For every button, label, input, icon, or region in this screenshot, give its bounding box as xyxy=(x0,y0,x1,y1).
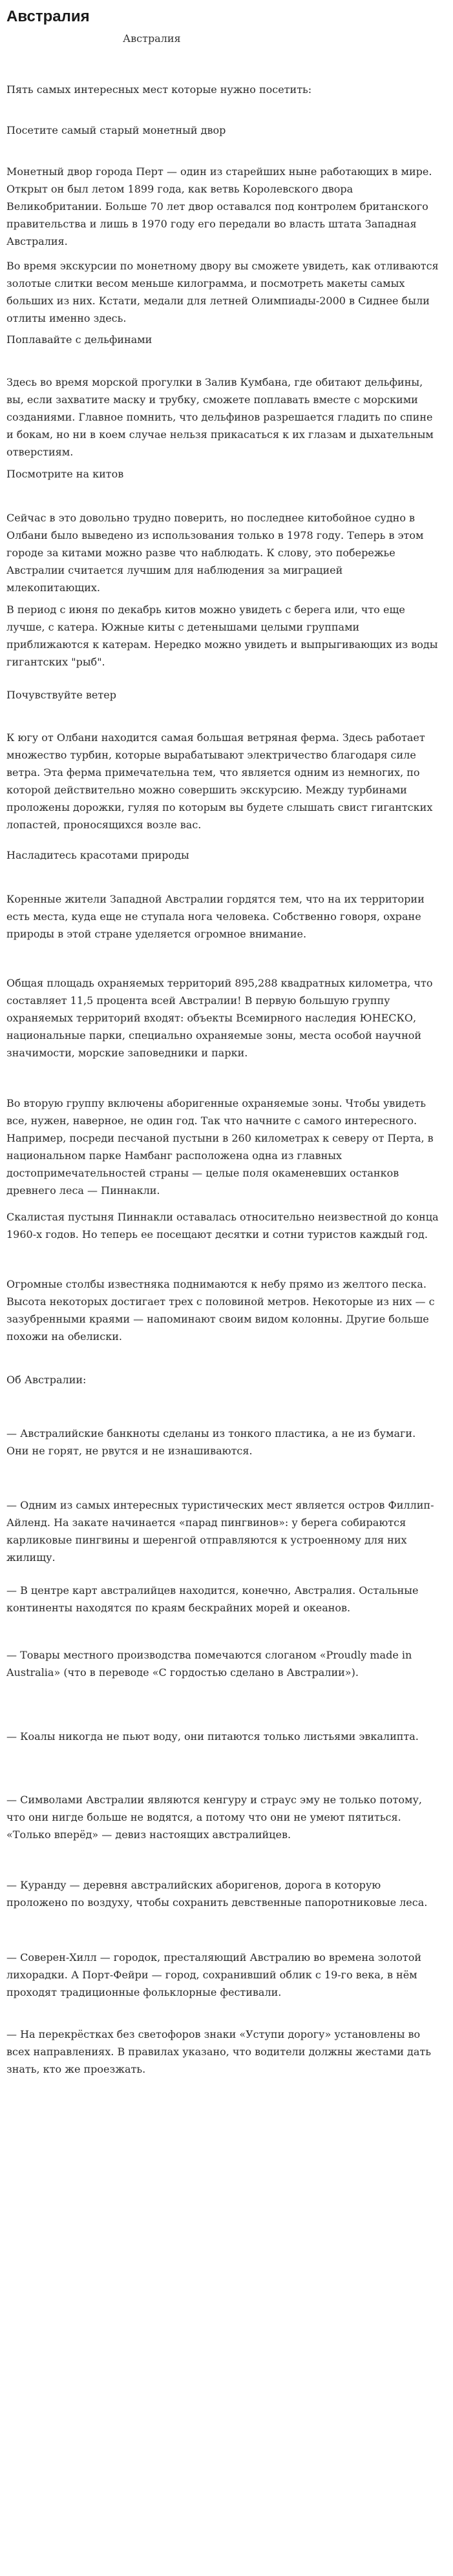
paragraph-mint-tour: Во время экскурсии по монетному двору вы сможете увидеть, как отливаются золотые слитки весом меньше килограмма, и посмотреть макеты самых больших из них. Кстати, медали для летней Олимпиады-2000 в Сиднее были отлиты именно здесь. xyxy=(6,260,439,324)
section-heading-whales: Посмотрите на китов xyxy=(6,468,124,480)
fact-banknotes: — Австралийские банкноты сделаны из тонкого пластика, а не из бумаги. Они не горят, не рвутся и не изнашиваются. xyxy=(6,1427,416,1457)
fact-proudly-made: — Товары местного производства помечаются слоганом «Proudly made in Australia» (что в переводе «С гордостью сделано в Австралии»). xyxy=(6,1649,412,1679)
paragraph-dolphins: Здесь во время морской прогулки в Залив Кумбана, где обитают дельфины, вы, если захватите маску и трубку, сможете поплавать вместе с морскими созданиями. Главное помнить, что дельфинов разрешается гладить по спине и бокам, но ни в коем случае нельзя прикасаться к их глазам и дыхательным отверстиям. xyxy=(6,376,434,458)
article-subtitle: Австралия xyxy=(123,32,181,45)
paragraph-wind-farm: К югу от Олбани находится самая большая ветряная ферма. Здесь работает множество турбин, которые вырабатывают электричество благодаря силе ветра. Эта ферма примечательна тем, что является одним из немногих, по которой действительно можно совершить экскурсию. Между турбинами проложены дорожки, гуляя по которым вы будете слышать свист гигантских лопастей, проносящихся возле вас. xyxy=(6,731,433,831)
fact-maps: — В центре карт австралийцев находится, конечно, Австралия. Остальные континенты находятся по краям бескрайних морей и океанов. xyxy=(6,1584,419,1614)
paragraph-limestone-pillars: Огромные столбы известняка поднимаются к небу прямо из желтого песка. Высота некоторых достигает трех с половиной метров. Некоторые из них — с зазубренными краями — напоминают своим видом колонны. Другие больше похожи на обелиски. xyxy=(6,1278,435,1343)
fact-symbols: — Символами Австралии являются кенгуру и страус эму не только потому, что они нигде больше не водятся, а потому что они не умеют пятиться. «Только вперёд» — девиз настоящих австралийцев. xyxy=(6,1794,422,1841)
fact-sovereign-hill: — Соверен-Хилл — городок, престаляющий Австралию во времена золотой лихорадки. А Порт-Фейри — город, сохранивший облик с 19-го века, в нём проходят традиционные фольклорные фестивали. xyxy=(6,1951,422,1998)
paragraph-aboriginal-zones: Во вторую группу включены аборигенные охраняемые зоны. Чтобы увидеть все, нужен, наверное, не один год. Так что начните с самого интересного. Например, посреди песчаной пустыни в 260 километрах к северу от Перта, в национальном парке Намбанг расположена одна из главных достопримечательностей страны — целые поля окаменевших останков древнего леса — Пиннакли. xyxy=(6,1097,434,1197)
section-heading-mint: Посетите самый старый монетный двор xyxy=(6,124,226,136)
paragraph-pinnacles-desert: Скалистая пустыня Пиннакли оставалась относительно неизвестной до конца 1960-х годов. Но теперь ее посещают десятки и сотни туристов каждый год. xyxy=(6,1211,439,1241)
fact-koalas: — Коалы никогда не пьют воду, они питаются только листьями эвкалипта. xyxy=(6,1730,419,1743)
section-heading-dolphins: Поплавайте с дельфинами xyxy=(6,333,153,346)
section-heading-wind: Почувствуйте ветер xyxy=(6,689,116,701)
intro-line: Пять самых интересных мест которые нужно посетить: xyxy=(6,83,312,96)
section-heading-facts: Об Австралии: xyxy=(6,1374,87,1386)
fact-kuranda: — Куранду — деревня австралийских аборигенов, дорога в которую проложено по воздуху, чтобы сохранить девственные папоротниковые леса. xyxy=(6,1879,428,1909)
paragraph-mint-history: Монетный двор города Перт — один из старейших ныне работающих в мире. Открыт он был летом 1899 года, как ветвь Королевского двора Великобритании. Больше 70 лет двор оставался под контролем британского правительства и лишь в 1970 году его передали во власть штата Западная Австралия. xyxy=(6,165,432,247)
paragraph-nature-intro: Коренные жители Западной Австралии гордятся тем, что на их территории есть места, куда еще не ступала нога человека. Собственно говоря, охране природы в этой стране уделяется огромное внимание. xyxy=(6,893,425,940)
paragraph-whales-season: В период с июня по декабрь китов можно увидеть с берега или, что еще лучше, с катера. Южные киты с детенышами целыми группами приближаются к катерам. Нередко можно увидеть и выпрыгивающих из воды гигантских "рыб". xyxy=(6,603,438,668)
fact-phillip-island: — Одним из самых интересных туристических мест является остров Филлип-Айленд. На закате начинается «парад пингвинов»: у берега собираются карликовые пингвины и шеренгой отправляются к устроенному для них жилищу. xyxy=(6,1499,434,1564)
page-title: Австралия xyxy=(6,8,90,25)
paragraph-whales-history: Сейчас в это довольно трудно поверить, но последнее китобойное судно в Олбани было выведено из использования только в 1978 году. Теперь в этом городе за китами можно разве что наблюдать. К слову, это побережье Австралии считается лучшим для наблюдения за миграцией млекопитающих. xyxy=(6,512,424,594)
fact-give-way-signs: — На перекрёстках без светофоров знаки «Уступи дорогу» установлены во всех направлениях. В правилах указано, что водители должны жестами дать знать, кто же проезжать. xyxy=(6,2028,431,2075)
section-heading-nature: Насладитесь красотами природы xyxy=(6,849,189,861)
paragraph-protected-areas: Общая площадь охраняемых территорий 895,288 квадратных километра, что составляет 11,5 процента всей Австралии! В первую большую группу охраняемых территорий входят: объекты Всемирного наследия ЮНЕСКО, национальные парки, специально охраняемые зоны, места особой научной значимости, морские заповедники и парки. xyxy=(6,977,433,1059)
